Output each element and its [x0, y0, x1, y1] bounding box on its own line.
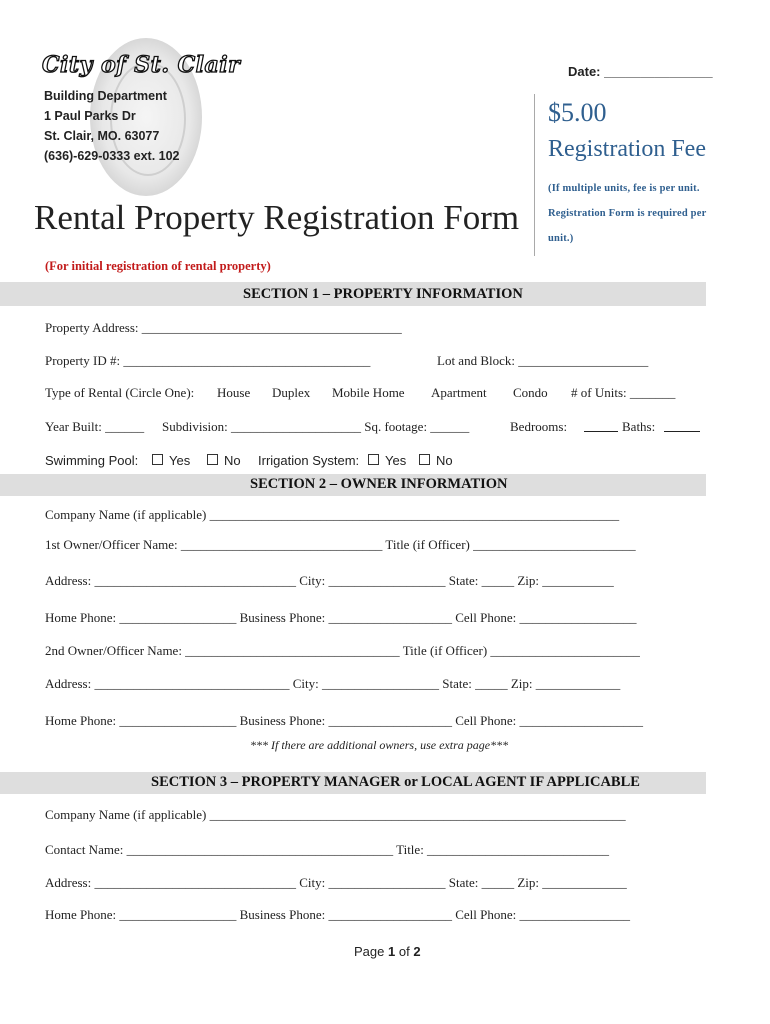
owner1-phones-field[interactable]: Home Phone: __________________ Business Phone: ___________________ Cell Phone: __________________ — [45, 610, 637, 625]
bedrooms-label: Bedrooms: — [510, 419, 568, 434]
owner1-name-field[interactable]: 1st Owner/Officer Name: _______________________________ Title (if Officer) _________________________ — [45, 537, 636, 552]
fee-note-line-3: unit.) — [548, 233, 574, 244]
owner1-address-field[interactable]: Address: _______________________________ City: __________________ State: _____ Zip: ___________ — [45, 573, 614, 588]
city-title: City of St. Clair — [42, 52, 241, 78]
section-3-title: SECTION 3 – PROPERTY MANAGER or LOCAL AGENT IF APPLICABLE — [151, 774, 640, 790]
rental-type-condo[interactable]: Condo — [513, 385, 548, 400]
baths-line[interactable] — [664, 431, 700, 432]
rental-type-apartment[interactable]: Apartment — [431, 385, 487, 400]
rental-type-duplex[interactable]: Duplex — [272, 385, 311, 400]
form-subtitle: (For initial registration of rental property) — [45, 259, 271, 273]
manager-company-field[interactable]: Company Name (if applicable) ________________________________________________________________ — [45, 807, 626, 822]
address-line-1: Building Department — [44, 89, 167, 103]
bedrooms-line[interactable] — [584, 431, 618, 432]
property-id-field[interactable]: Property ID #: ______________________________________ — [45, 353, 371, 368]
baths-label: Baths: — [622, 419, 656, 434]
pool-no-option[interactable] — [207, 453, 241, 468]
page-of-word: of — [398, 944, 410, 959]
section-1-title: SECTION 1 – PROPERTY INFORMATION — [243, 286, 523, 302]
manager-address-field[interactable]: Address: _______________________________ City: __________________ State: _____ Zip: _____________ — [45, 875, 627, 890]
address-line-3: St. Clair, MO. 63077 — [44, 129, 160, 143]
rental-type-mobile-home[interactable]: Mobile Home — [332, 385, 405, 400]
pool-yes-checkbox[interactable] — [152, 454, 163, 465]
irrigation-yes-checkbox[interactable] — [368, 454, 379, 465]
fee-note-line-1: (If multiple units, fee is per unit. — [548, 183, 700, 194]
pool-no-checkbox[interactable] — [207, 454, 218, 465]
fee-label: Registration Fee — [548, 136, 706, 162]
page-number — [354, 944, 421, 959]
page-current: 1 — [388, 944, 396, 959]
owner2-address-field[interactable]: Address: ______________________________ City: __________________ State: _____ Zip: _____________ — [45, 676, 621, 691]
page-total: 2 — [413, 944, 421, 959]
page-word: Page — [354, 944, 385, 959]
manager-contact-field[interactable]: Contact Name: _________________________________________ Title: ____________________________ — [45, 842, 610, 857]
irrigation-no-label: No — [436, 453, 453, 468]
lot-block-field[interactable]: Lot and Block: ____________________ — [437, 353, 649, 368]
date-field: Date: _______________ — [568, 64, 713, 79]
property-address-field[interactable]: Property Address: ________________________________________ — [45, 320, 402, 335]
form-title: Rental Property Registration Form — [34, 198, 520, 237]
owner2-phones-field[interactable]: Home Phone: __________________ Business Phone: ___________________ Cell Phone: ___________________ — [45, 713, 643, 728]
pool-no-label: No — [224, 453, 241, 468]
pool-yes-option[interactable] — [152, 453, 190, 468]
irrigation-yes-option[interactable] — [368, 453, 406, 468]
owner-company-field[interactable]: Company Name (if applicable) _______________________________________________________________ — [45, 507, 620, 522]
address-line-2: 1 Paul Parks Dr — [44, 109, 136, 123]
section-2-title: SECTION 2 – OWNER INFORMATION — [250, 476, 508, 492]
pool-label: Swimming Pool: — [45, 453, 139, 468]
irrigation-no-option[interactable] — [419, 453, 453, 468]
fee-divider — [534, 94, 535, 256]
rental-type-house[interactable]: House — [217, 385, 251, 400]
additional-owners-note: *** If there are additional owners, use extra page*** — [250, 738, 509, 752]
units-field[interactable]: # of Units: _______ — [571, 385, 676, 400]
subdivision-sqft-field[interactable]: Subdivision: ____________________ Sq. footage: ______ — [162, 419, 470, 434]
pool-yes-label: Yes — [169, 453, 191, 468]
irrigation-yes-label: Yes — [385, 453, 407, 468]
owner2-name-field[interactable]: 2nd Owner/Officer Name: _________________________________ Title (if Officer) _______________________ — [45, 643, 640, 658]
address-line-4: (636)-629-0333 ext. 102 — [44, 149, 180, 163]
rental-type-label: Type of Rental (Circle One): — [45, 385, 195, 400]
manager-phones-field[interactable]: Home Phone: __________________ Business Phone: ___________________ Cell Phone: _________________ — [45, 907, 630, 922]
year-built-field[interactable]: Year Built: ______ — [45, 419, 145, 434]
fee-amount: $5.00 — [548, 98, 607, 127]
fee-note-line-2: Registration Form is required per — [548, 208, 707, 219]
irrigation-no-checkbox[interactable] — [419, 454, 430, 465]
irrigation-label: Irrigation System: — [258, 453, 360, 468]
